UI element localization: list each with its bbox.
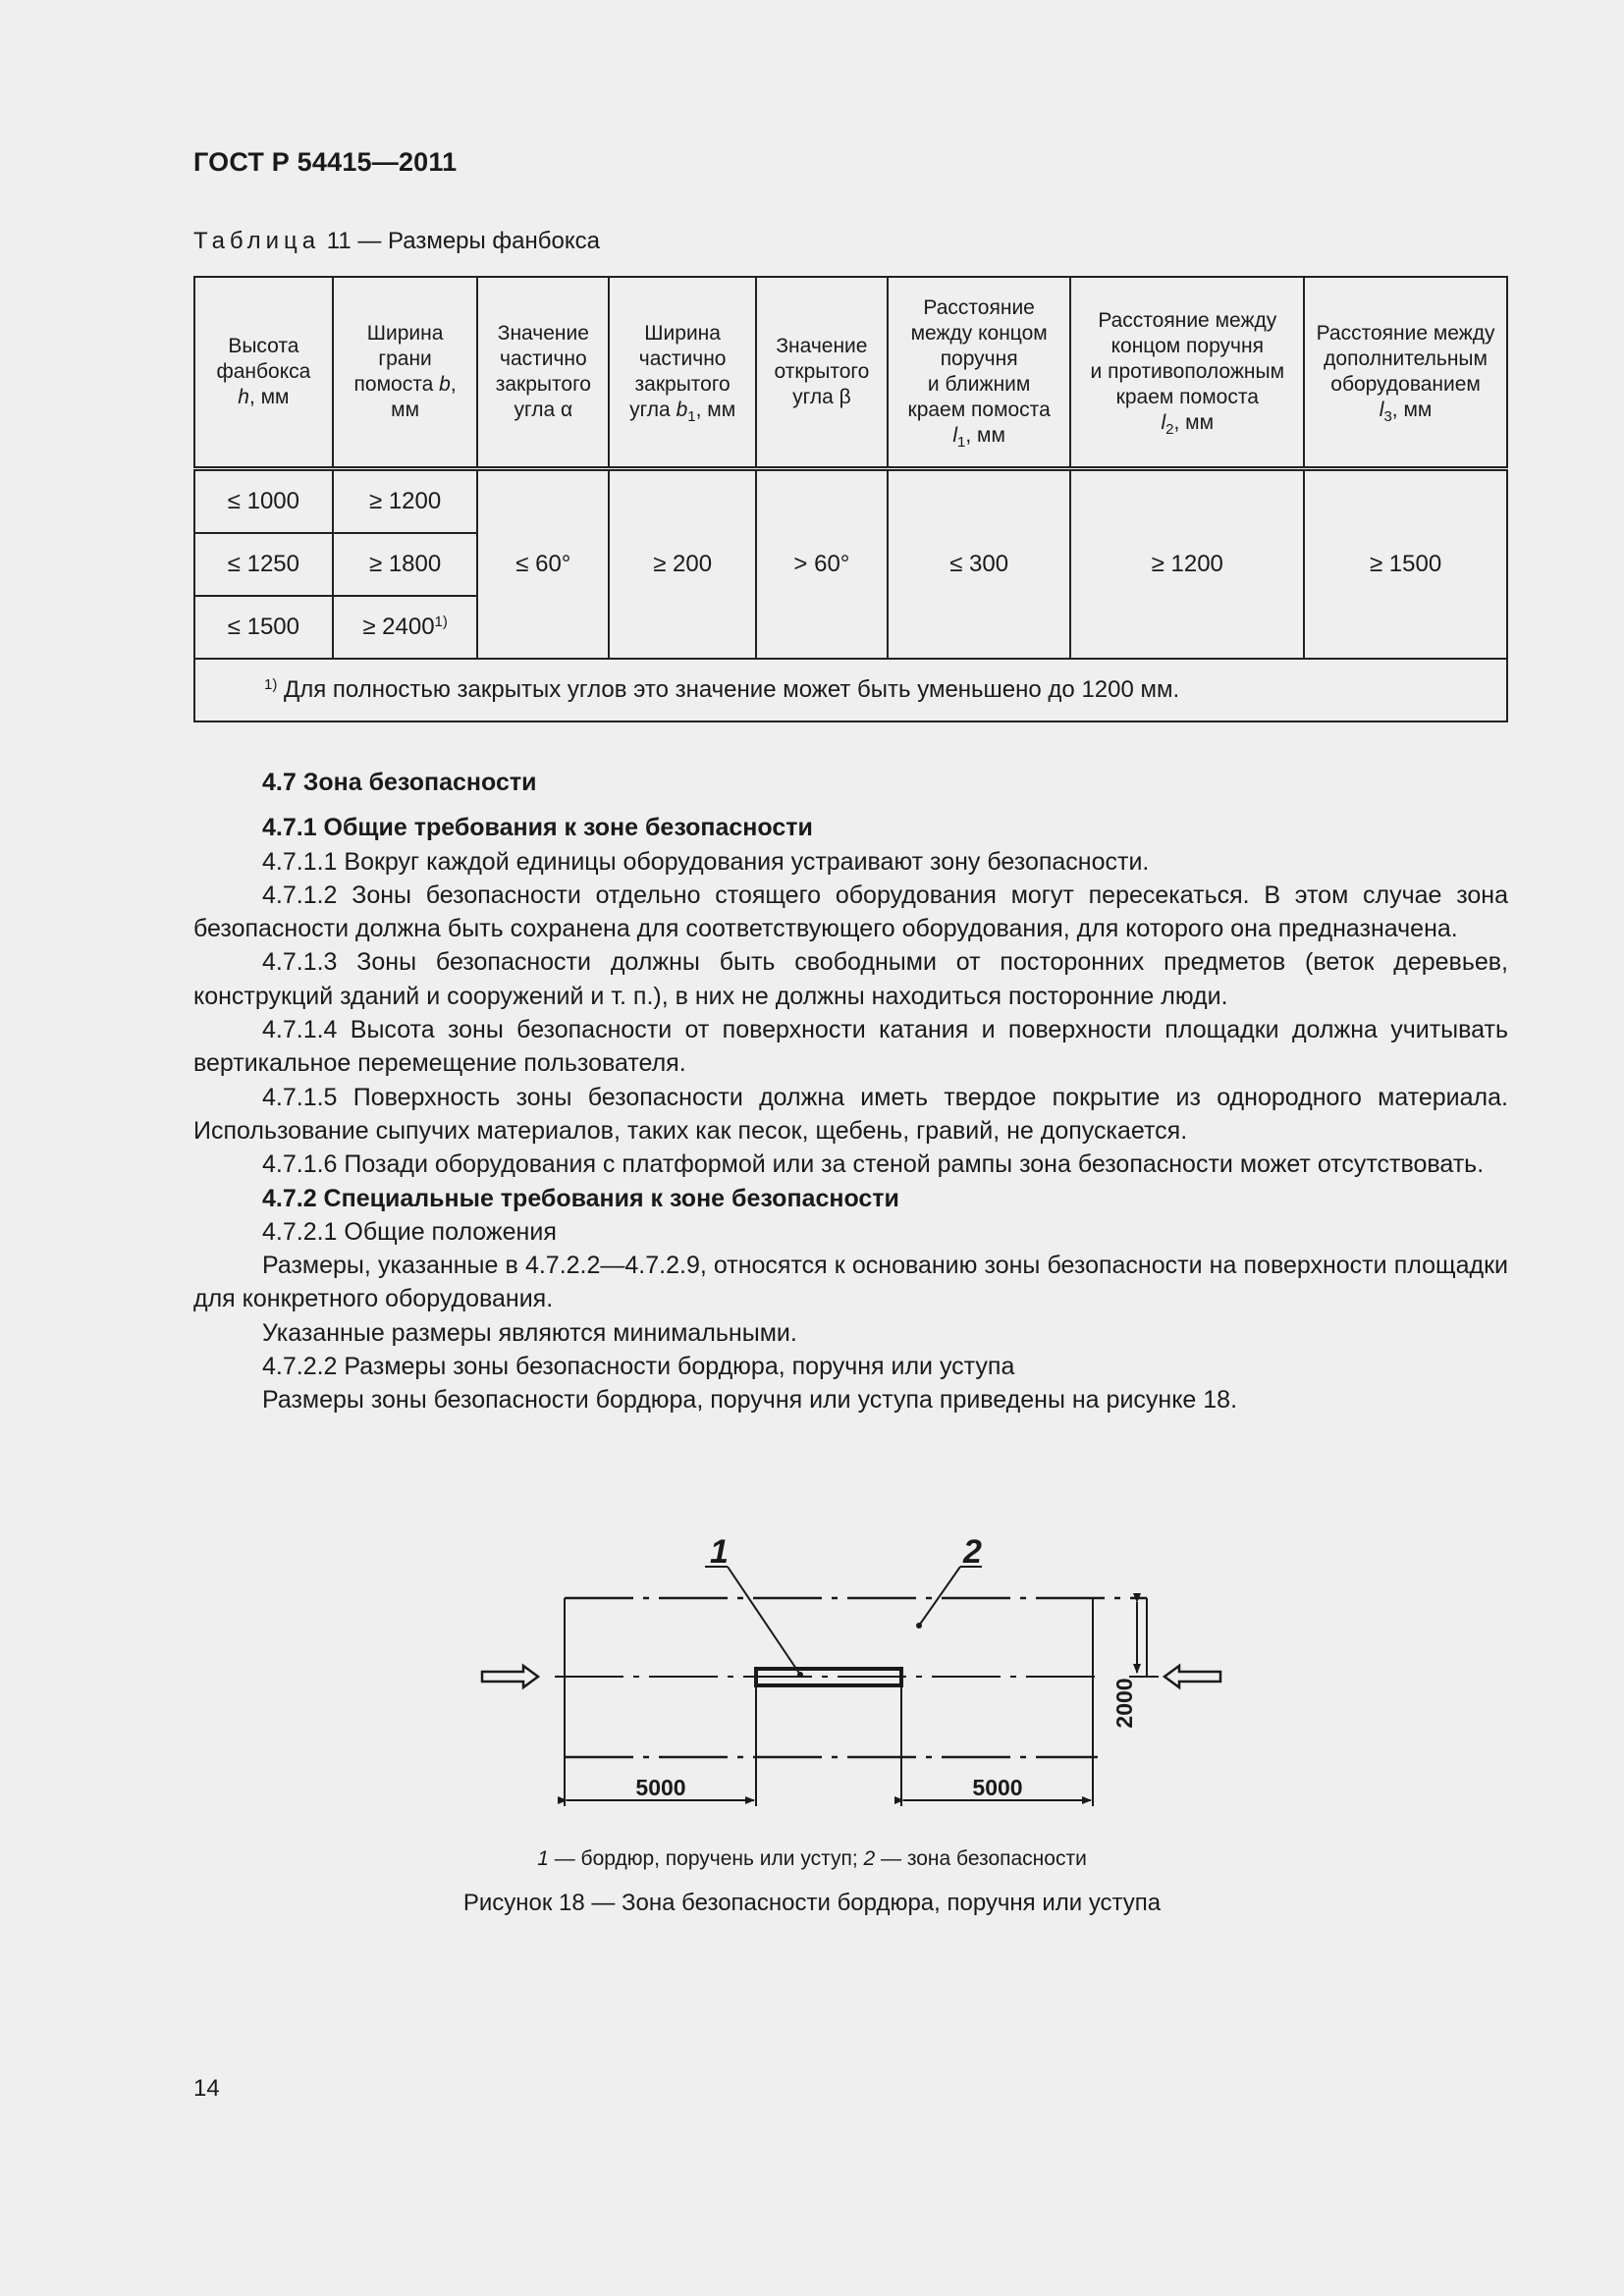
paragraph-4-7-1-5: 4.7.1.5 Поверхность зоны безопасности должна иметь твердое покрытие из однородного материала. Использование сыпучих материалов, таких как песок, щебень, гравий, не допускается. — [193, 1083, 1508, 1145]
table-row — [194, 469, 1507, 534]
paragraph-4-7-2-1-b: Указанные размеры являются минимальными. — [262, 1318, 797, 1347]
heading-4-7-1: 4.7.1 Общие требования к зоне безопасности — [262, 814, 813, 842]
page-number: 14 — [193, 2075, 220, 2102]
figure-caption: Рисунок 18 — Зона безопасности бордюра, поручня или уступа — [462, 1890, 1162, 1916]
cell-width: ≥ $2400^{1)}$ — [333, 596, 478, 659]
dimension-left: 5000 — [635, 1775, 686, 1800]
heading-4-7-2: 4.7.2 Специальные требования к зоне безопасности — [262, 1184, 899, 1212]
cell-width: ≥ 1200 — [333, 469, 478, 534]
cell-beta: > 60° — [756, 469, 888, 660]
paragraph-4-7-1-2: 4.7.1.2 Зоны безопасности отдельно стоящего оборудования могут пересекаться. В этом случае зона безопасности должна быть сохранена для соответствующего оборудования, для которого она предназначена. — [193, 881, 1508, 943]
cell-l2: ≥ 1200 — [1070, 469, 1304, 660]
label-1-leader-dot — [797, 1672, 803, 1678]
cell-width: ≥ 1800 — [333, 533, 478, 596]
col-header-l1: Расстояние между концом поручня и ближним краем помоста $l_1$, мм — [888, 277, 1071, 469]
col-header-width: Ширина грани помоста b, мм — [333, 277, 478, 469]
document-header: ГОСТ Р 54415—2011 — [193, 147, 458, 177]
cell-alpha: ≤ 60° — [477, 469, 609, 660]
cell-height: ≤ 1000 — [194, 469, 333, 534]
paragraph-4-7-2-1-a: Размеры, указанные в 4.7.2.2—4.7.2.9, относятся к основанию зоны безопасности на поверхности площадки для конкретного оборудования. — [193, 1252, 1508, 1313]
table-title: Таблица 11 — Размеры фанбокса — [193, 228, 600, 254]
dimension-right: 5000 — [972, 1775, 1023, 1800]
figure-legend: 1 — бордюр, поручень или уступ; 2 — зона безопасности — [537, 1847, 1087, 1870]
direction-arrow-right — [1164, 1666, 1220, 1687]
paragraph-4-7-2-1: 4.7.2.1 Общие положения — [262, 1217, 557, 1246]
curb-handrail-element — [756, 1669, 901, 1685]
cell-height: ≤ 1500 — [194, 596, 333, 659]
paragraph-4-7-1-1: 4.7.1.1 Вокруг каждой единицы оборудования устраивают зону безопасности. — [262, 847, 1150, 876]
paragraph-4-7-1-3: 4.7.1.3 Зоны безопасности должны быть свободными от посторонних предметов (веток деревьев, конструкций зданий и сооружений и т. п.), в них не должны находиться посторонние люди. — [193, 948, 1508, 1010]
paragraph-4-7-2-2: 4.7.2.2 Размеры зоны безопасности бордюра, поручня или уступа — [262, 1353, 1015, 1381]
col-header-l3: Расстояние между дополнительным оборудованием $l_3$, мм — [1304, 277, 1507, 469]
direction-arrow-left — [482, 1666, 538, 1687]
figure-label-2: 2 — [963, 1533, 982, 1571]
paragraph-4-7-1-6: 4.7.1.6 Позади оборудования с платформой или за стеной рампы зона безопасности может отсутствовать. — [262, 1150, 1485, 1179]
fanbox-dimensions-table — [193, 276, 1508, 722]
paragraph-4-7-2-2-a: Размеры зоны безопасности бордюра, поручня или уступа приведены на рисунке 18. — [262, 1386, 1238, 1415]
paragraph-4-7-1-4: 4.7.1.4 Высота зоны безопасности от поверхности катания и поверхности площадки должна учитывать вертикальное перемещение пользователя. — [193, 1016, 1508, 1078]
label-2-leader-dot — [916, 1623, 922, 1629]
col-header-l2: Расстояние между концом поручня и противоположным краем помоста $l_2$, мм — [1070, 277, 1304, 469]
cell-b1: ≥ 200 — [609, 469, 756, 660]
cell-l3: ≥ 1500 — [1304, 469, 1507, 660]
section-body — [193, 766, 1508, 1417]
col-header-b1: Ширина частично закрытого угла $b_1$, мм — [609, 277, 756, 469]
col-header-height: Высота фанбокса h, мм — [194, 277, 333, 469]
heading-4-7: 4.7 Зона безопасности — [262, 769, 537, 796]
dimension-height: 2000 — [1111, 1678, 1137, 1729]
cell-height: ≤ 1250 — [194, 533, 333, 596]
label-1-leader — [728, 1567, 800, 1675]
col-header-beta: Значение открытого угла β — [756, 277, 888, 469]
table-footnote: $^{1)}$ Для полностью закрытых углов это значение может быть уменьшено до 1200 мм. — [194, 659, 1507, 721]
label-2-leader — [919, 1567, 960, 1626]
figure-label-1: 1 — [710, 1533, 729, 1571]
cell-l1: ≤ 300 — [888, 469, 1071, 660]
col-header-alpha: Значение частично закрытого угла α — [477, 277, 609, 469]
